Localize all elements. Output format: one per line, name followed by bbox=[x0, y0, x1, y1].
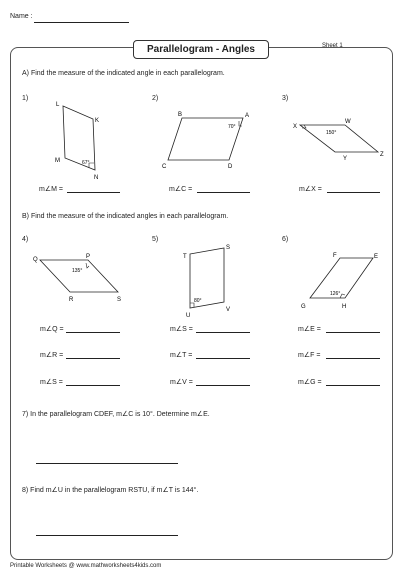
fig1-label-n: N bbox=[94, 175, 99, 180]
answer-4q-label: m∠Q = bbox=[40, 326, 64, 333]
name-label: Name : bbox=[10, 13, 33, 20]
fig3-label-x: X bbox=[293, 124, 298, 130]
fig2-label-b: B bbox=[178, 112, 183, 118]
fig1-label-l: L bbox=[56, 102, 60, 108]
answer-6g-field[interactable] bbox=[326, 385, 380, 386]
fig5-label-v: V bbox=[226, 307, 231, 313]
answer-5v-label: m∠V = bbox=[170, 379, 193, 386]
section-a-instruction: A) Find the measure of the indicated angle in each parallelogram. bbox=[22, 70, 225, 77]
fig4-label-r: R bbox=[69, 297, 74, 303]
fig4-label-s: S bbox=[117, 297, 122, 303]
fig5-label-t: T bbox=[183, 254, 187, 260]
fig2-label-c: C bbox=[162, 164, 167, 170]
fig6-label-g: G bbox=[301, 304, 306, 310]
answer-5v-field[interactable] bbox=[196, 385, 250, 386]
answer-5s-field[interactable] bbox=[196, 332, 250, 333]
answer-5s-label: m∠S = bbox=[170, 326, 193, 333]
answer-3-field[interactable] bbox=[327, 192, 380, 193]
answer-7-field[interactable] bbox=[36, 463, 178, 464]
fig6-label-e: E bbox=[374, 254, 379, 260]
answer-2-field[interactable] bbox=[197, 192, 250, 193]
fig3-label-z: Z bbox=[380, 152, 384, 158]
item-3-number: 3) bbox=[282, 95, 289, 102]
figure-3-parallelogram bbox=[290, 112, 395, 162]
fig1-label-k: K bbox=[95, 118, 100, 124]
answer-2-label: m∠C = bbox=[169, 186, 193, 193]
answer-8-field[interactable] bbox=[36, 535, 178, 536]
answer-6e-label: m∠E = bbox=[298, 326, 321, 333]
fig3-label-y: Y bbox=[343, 156, 348, 162]
answer-4s-field[interactable] bbox=[66, 385, 120, 386]
item-1-number: 1) bbox=[22, 95, 29, 102]
answer-1-label: m∠M = bbox=[39, 186, 63, 193]
answer-4s-label: m∠S = bbox=[40, 379, 63, 386]
fig5-label-u: U bbox=[186, 313, 191, 319]
answer-6g-label: m∠G = bbox=[298, 379, 322, 386]
fig1-label-m: M bbox=[55, 158, 60, 164]
worksheet-title: Parallelogram - Angles bbox=[133, 40, 269, 59]
sheet-label: Sheet 1 bbox=[322, 43, 343, 49]
fig3-label-w: W bbox=[345, 119, 351, 125]
fig4-label-p: P bbox=[86, 254, 91, 260]
answer-1-field[interactable] bbox=[67, 192, 120, 193]
answer-6f-label: m∠F = bbox=[298, 352, 321, 359]
question-8: 8) Find m∠U in the parallelogram RSTU, if m∠T is 144°. bbox=[22, 487, 199, 494]
answer-4q-field[interactable] bbox=[66, 332, 120, 333]
fig5-label-s: S bbox=[226, 245, 231, 251]
item-6-number: 6) bbox=[282, 236, 289, 243]
fig1-angle: 67° bbox=[82, 160, 90, 166]
answer-5t-field[interactable] bbox=[196, 358, 250, 359]
figure-4-parallelogram bbox=[30, 250, 130, 305]
answer-3-label: m∠X = bbox=[299, 186, 322, 193]
fig6-label-h: H bbox=[342, 304, 347, 310]
answer-6e-field[interactable] bbox=[326, 332, 380, 333]
fig4-angle: 135° bbox=[72, 268, 83, 274]
figure-2-parallelogram bbox=[160, 108, 260, 173]
footer-website[interactable]: Printable Worksheets @ www.mathworksheets4kids.com bbox=[10, 563, 162, 569]
section-b-instruction: B) Find the measure of the indicated angles in each parallelogram. bbox=[22, 213, 229, 220]
figure-1-parallelogram bbox=[50, 100, 120, 180]
item-5-number: 5) bbox=[152, 236, 159, 243]
fig2-label-d: D bbox=[228, 164, 233, 170]
answer-6f-field[interactable] bbox=[326, 358, 380, 359]
item-4-number: 4) bbox=[22, 236, 29, 243]
figure-5-parallelogram bbox=[180, 240, 240, 320]
answer-4r-label: m∠R = bbox=[40, 352, 64, 359]
fig2-label-a: A bbox=[245, 113, 250, 119]
fig3-angle: 150° bbox=[326, 130, 337, 136]
figure-6-parallelogram bbox=[295, 250, 390, 315]
fig6-label-f: F bbox=[333, 253, 337, 259]
question-7: 7) In the parallelogram CDEF, m∠C is 10°. Determine m∠E. bbox=[22, 411, 210, 418]
name-field[interactable] bbox=[34, 22, 129, 23]
fig2-angle: 70° bbox=[228, 124, 236, 130]
answer-5t-label: m∠T = bbox=[170, 352, 193, 359]
item-2-number: 2) bbox=[152, 95, 159, 102]
fig4-label-q: Q bbox=[33, 257, 38, 263]
answer-4r-field[interactable] bbox=[66, 358, 120, 359]
fig5-angle: 80° bbox=[194, 298, 202, 304]
fig6-angle: 126° bbox=[330, 291, 341, 297]
